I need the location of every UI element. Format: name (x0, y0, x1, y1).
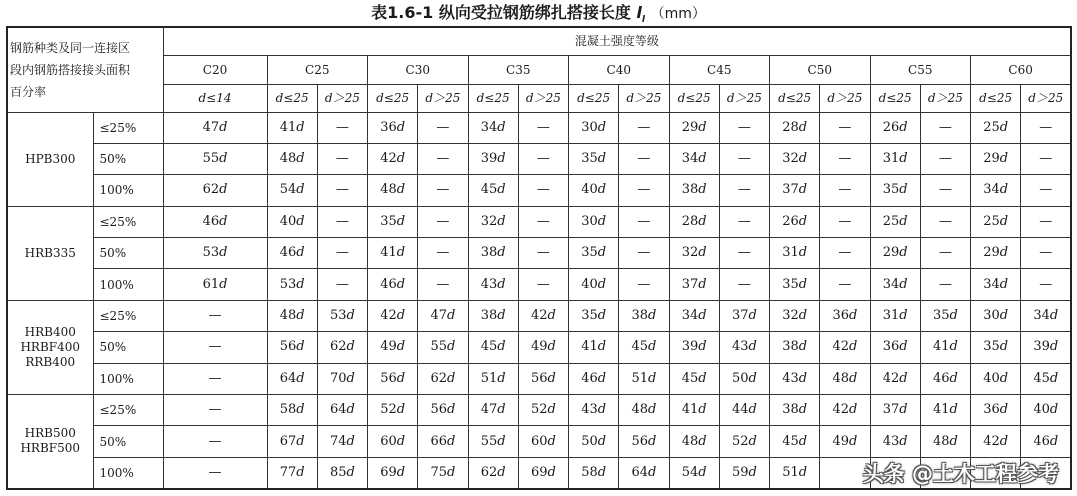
lap-length-cell: 69d (368, 457, 418, 488)
lap-length-cell: — (163, 457, 267, 488)
lap-length-cell: — (719, 112, 769, 143)
lap-length-cell: 42d (971, 426, 1021, 457)
lap-length-cell: 62d (468, 457, 518, 488)
lap-length-cell: 34d (971, 175, 1021, 206)
rebar-type-label: HRB500 (24, 426, 76, 441)
condition-le-c30: d≤25 (368, 84, 418, 112)
splice-percentage: ≤25% (93, 300, 163, 331)
table-row (7, 332, 1071, 363)
lap-length-cell: 43d (468, 269, 518, 300)
lap-length-cell: 34d (1021, 300, 1072, 331)
lap-length-cell: — (418, 112, 468, 143)
lap-length-cell: 49d (820, 426, 870, 457)
lap-length-cell: 49d (518, 332, 568, 363)
diameter-condition-row (7, 84, 1071, 112)
condition-gt-c50: d＞25 (820, 84, 870, 112)
condition-gt-c45: d＞25 (719, 84, 769, 112)
lap-length-cell: — (1021, 269, 1072, 300)
table-row (7, 300, 1071, 331)
rebar-type-cell (7, 206, 93, 300)
condition-gt-c25: d＞25 (317, 84, 367, 112)
lap-length-cell: 34d (669, 300, 719, 331)
lap-length-cell: — (418, 175, 468, 206)
lap-length-cell: 30d (971, 300, 1021, 331)
condition-gt-c55: d＞25 (920, 84, 970, 112)
lap-length-cell: 37d (870, 395, 920, 426)
lap-length-cell: 48d (267, 300, 317, 331)
lap-length-cell: 34d (971, 269, 1021, 300)
lap-length-cell: — (820, 175, 870, 206)
lap-length-cell: 56d (518, 363, 568, 394)
lap-length-cell: 58d (267, 395, 317, 426)
lap-length-cell: — (920, 143, 970, 174)
splice-percentage: ≤25% (93, 206, 163, 237)
lap-length-cell: — (1021, 112, 1072, 143)
lap-length-cell: 40d (971, 363, 1021, 394)
lap-length-cell: 26d (770, 206, 820, 237)
condition-le-c35: d≤25 (468, 84, 518, 112)
lap-length-cell: — (163, 363, 267, 394)
lap-length-cell: 67d (267, 426, 317, 457)
lap-length-cell: 56d (619, 426, 669, 457)
lap-length-cell: 75d (418, 457, 468, 488)
lap-length-cell: 35d (971, 332, 1021, 363)
lap-length-cell: 38d (468, 238, 518, 269)
table-row (7, 395, 1071, 426)
lap-length-cell: — (619, 112, 669, 143)
lap-length-cell: 55d (468, 426, 518, 457)
lap-length-cell: 52d (719, 426, 769, 457)
lap-length-cell: 45d (468, 332, 518, 363)
lap-length-cell: 60d (368, 426, 418, 457)
title-unit: （mm） (650, 6, 706, 22)
lap-length-cell: — (418, 238, 468, 269)
lap-length-table (6, 26, 1072, 490)
lap-length-cell: — (163, 426, 267, 457)
header-row-1 (7, 27, 1071, 55)
lap-length-cell: 31d (870, 300, 920, 331)
lap-length-cell: — (317, 175, 367, 206)
lap-length-cell: 32d (468, 206, 518, 237)
rebar-type-cell (7, 112, 93, 206)
splice-percentage: 100% (93, 175, 163, 206)
lap-length-cell: 44d (719, 395, 769, 426)
grade-header-c50: C50 (770, 55, 871, 84)
rebar-type-label: HPB300 (25, 151, 76, 166)
lap-length-cell: 42d (820, 332, 870, 363)
lap-length-cell: 35d (569, 300, 619, 331)
lap-length-cell: 41d (368, 238, 418, 269)
lap-length-cell: 51d (770, 457, 820, 488)
rebar-type-cell (7, 395, 93, 489)
grade-row (7, 55, 1071, 84)
lap-length-cell: 28d (669, 206, 719, 237)
lap-length-cell: 41d (569, 332, 619, 363)
lap-length-cell: — (820, 143, 870, 174)
table-row (7, 269, 1071, 300)
lap-length-cell: 40d (1021, 395, 1072, 426)
lap-length-cell: — (163, 332, 267, 363)
grade-header-c20: C20 (163, 55, 267, 84)
lap-length-cell: 48d (619, 395, 669, 426)
lap-length-cell: 30d (569, 206, 619, 237)
lap-length-cell: 36d (971, 395, 1021, 426)
lap-length-cell: 37d (770, 175, 820, 206)
splice-percentage: 100% (93, 457, 163, 488)
lap-length-cell: — (619, 206, 669, 237)
lap-length-cell: 59d (719, 457, 769, 488)
condition-le-c60: d≤25 (971, 84, 1021, 112)
lap-length-cell: 47d (468, 395, 518, 426)
lap-length-cell: 56d (267, 332, 317, 363)
lap-length-cell: — (317, 238, 367, 269)
lap-length-cell: — (719, 143, 769, 174)
lap-length-cell: 36d (870, 332, 920, 363)
lap-length-cell: 45d (468, 175, 518, 206)
splice-percentage: 50% (93, 426, 163, 457)
lap-length-cell: 46d (920, 363, 970, 394)
concrete-grade-header: 混凝土强度等级 (163, 27, 1071, 55)
table-row (7, 238, 1071, 269)
lap-length-cell: 46d (267, 238, 317, 269)
lap-length-cell: — (1021, 206, 1072, 237)
lap-length-cell: 55d (418, 332, 468, 363)
condition-gt-c40: d＞25 (619, 84, 669, 112)
condition-le-c45: d≤25 (669, 84, 719, 112)
lap-length-cell: 46d (368, 269, 418, 300)
lap-length-cell: 29d (870, 238, 920, 269)
lap-length-cell: 38d (770, 332, 820, 363)
lap-length-cell: 64d (267, 363, 317, 394)
lap-length-cell: 50d (719, 363, 769, 394)
lap-length-cell: 35d (770, 269, 820, 300)
splice-percentage: 50% (93, 238, 163, 269)
lap-length-cell: 61d (163, 269, 267, 300)
lap-length-cell: 46d (1021, 426, 1072, 457)
lap-length-cell: — (920, 269, 970, 300)
grade-header-c30: C30 (368, 55, 469, 84)
grade-header-c35: C35 (468, 55, 569, 84)
lap-length-cell: 54d (267, 175, 317, 206)
rebar-type-label: HRBF500 (20, 441, 81, 456)
lap-length-cell: — (418, 269, 468, 300)
lap-length-cell: 25d (870, 206, 920, 237)
lap-length-cell: 48d (267, 143, 317, 174)
lap-length-cell: 34d (468, 112, 518, 143)
lap-length-cell: — (1021, 175, 1072, 206)
lap-length-cell: — (418, 206, 468, 237)
condition-le-c55: d≤25 (870, 84, 920, 112)
lap-length-cell: 62d (418, 363, 468, 394)
lap-length-cell: 41d (920, 395, 970, 426)
lap-length-cell: 38d (619, 300, 669, 331)
lap-length-cell: 64d (317, 395, 367, 426)
lap-length-cell: 38d (669, 175, 719, 206)
lap-length-cell: 35d (569, 143, 619, 174)
lap-length-cell: 48d (820, 363, 870, 394)
table-row (7, 206, 1071, 237)
lap-length-cell: 42d (368, 143, 418, 174)
condition-le-c50: d≤25 (770, 84, 820, 112)
splice-percentage: 50% (93, 143, 163, 174)
lap-length-cell: 48d (368, 175, 418, 206)
lap-length-cell: — (317, 143, 367, 174)
lap-length-cell: 41d (669, 395, 719, 426)
lap-length-cell: 51d (619, 363, 669, 394)
lap-length-cell: 34d (669, 143, 719, 174)
splice-percentage: 100% (93, 363, 163, 394)
lap-length-cell: 53d (317, 300, 367, 331)
lap-length-cell: — (1021, 143, 1072, 174)
rebar-type-label: HRB335 (24, 245, 76, 260)
lap-length-cell: — (518, 175, 568, 206)
lap-length-cell: 32d (669, 238, 719, 269)
lap-length-cell: 35d (569, 238, 619, 269)
lap-length-cell: — (1021, 238, 1072, 269)
condition-le-c40: d≤25 (569, 84, 619, 112)
lap-length-cell: 42d (368, 300, 418, 331)
grade-header-c25: C25 (267, 55, 368, 84)
lap-length-cell: — (518, 206, 568, 237)
lap-length-cell: 37d (719, 300, 769, 331)
lap-length-cell: 47d (163, 112, 267, 143)
lap-length-cell: 49d (368, 332, 418, 363)
splice-percentage: ≤25% (93, 112, 163, 143)
lap-length-cell: 54d (669, 457, 719, 488)
lap-length-cell: 45d (770, 426, 820, 457)
lap-length-cell: 32d (770, 143, 820, 174)
lap-length-cell: — (518, 269, 568, 300)
lap-length-cell: 40d (267, 206, 317, 237)
rebar-type-label: RRB400 (25, 354, 76, 369)
lap-length-cell: 26d (870, 112, 920, 143)
lap-length-cell: 25d (971, 206, 1021, 237)
lap-length-cell: 77d (267, 457, 317, 488)
lap-length-cell: — (820, 206, 870, 237)
lap-length-cell: 69d (518, 457, 568, 488)
lap-length-cell: — (719, 269, 769, 300)
lap-length-cell: — (163, 395, 267, 426)
condition-c20: d≤14 (163, 84, 267, 112)
lap-length-cell: — (518, 238, 568, 269)
lap-length-cell: 42d (518, 300, 568, 331)
lap-length-cell: 43d (770, 363, 820, 394)
lap-length-cell: 45d (669, 363, 719, 394)
lap-length-cell: 48d (669, 426, 719, 457)
lap-length-cell: 62d (163, 175, 267, 206)
lap-length-cell: 53d (163, 238, 267, 269)
lap-length-cell: 40d (569, 175, 619, 206)
lap-length-cell: 45d (619, 332, 669, 363)
lap-length-cell: 36d (368, 112, 418, 143)
rebar-type-label: HRBF400 (20, 339, 81, 354)
lap-length-cell: 55d (163, 143, 267, 174)
lap-length-cell: — (920, 238, 970, 269)
condition-gt-c35: d＞25 (518, 84, 568, 112)
lap-length-cell: — (820, 269, 870, 300)
condition-gt-c30: d＞25 (418, 84, 468, 112)
lap-length-cell: — (920, 175, 970, 206)
lap-length-cell: 70d (317, 363, 367, 394)
lap-length-cell: 29d (971, 238, 1021, 269)
lap-length-cell: 50d (569, 426, 619, 457)
lap-length-cell: 74d (317, 426, 367, 457)
lap-length-cell: 29d (971, 143, 1021, 174)
lap-length-cell: 85d (317, 457, 367, 488)
lap-length-cell: — (820, 112, 870, 143)
lap-length-cell: 51d (468, 363, 518, 394)
table-row (7, 112, 1071, 143)
lap-length-cell: 64d (619, 457, 669, 488)
lap-length-cell: — (317, 206, 367, 237)
lap-length-cell: 31d (770, 238, 820, 269)
lap-length-cell: — (820, 238, 870, 269)
lap-length-cell: 35d (368, 206, 418, 237)
lap-length-cell: — (518, 112, 568, 143)
grade-header-c60: C60 (971, 55, 1072, 84)
lap-length-cell: — (619, 238, 669, 269)
lap-length-cell: — (619, 143, 669, 174)
lap-length-cell: 38d (468, 300, 518, 331)
rebar-type-label: HRB400 (24, 324, 76, 339)
lap-length-cell: 60d (518, 426, 568, 457)
lap-length-cell: 66d (418, 426, 468, 457)
lap-length-cell: — (619, 269, 669, 300)
splice-percentage: 50% (93, 332, 163, 363)
lap-length-cell: 43d (870, 426, 920, 457)
condition-le-c25: d≤25 (267, 84, 317, 112)
watermark: 头条 @土木工程参考 (862, 462, 1059, 486)
lap-length-cell: 47d (418, 300, 468, 331)
lap-length-cell: 36d (820, 300, 870, 331)
lap-length-cell: 39d (1021, 332, 1072, 363)
lap-length-cell: 46d (569, 363, 619, 394)
lap-length-cell: 25d (971, 112, 1021, 143)
grade-header-c40: C40 (569, 55, 670, 84)
condition-gt-c60: d＞25 (1021, 84, 1072, 112)
lap-length-cell: 35d (870, 175, 920, 206)
lap-length-cell: — (920, 112, 970, 143)
lap-length-cell: — (920, 206, 970, 237)
rebar-type-cell (7, 300, 93, 394)
lap-length-cell: 41d (267, 112, 317, 143)
table-row (7, 363, 1071, 394)
lap-length-cell: 53d (267, 269, 317, 300)
lap-length-cell: 52d (518, 395, 568, 426)
lap-length-cell: 29d (669, 112, 719, 143)
table-row (7, 175, 1071, 206)
lap-length-cell: — (719, 175, 769, 206)
table-row (7, 426, 1071, 457)
lap-length-cell: 46d (163, 206, 267, 237)
lap-length-cell: 56d (368, 363, 418, 394)
lap-length-cell: 34d (870, 269, 920, 300)
lap-length-cell: 39d (669, 332, 719, 363)
table-title-text: 表1.6-1 纵向受拉钢筋绑扎搭接长度 (371, 3, 631, 22)
title-symbol: $l_l$ (636, 3, 645, 26)
lap-length-cell: 28d (770, 112, 820, 143)
lap-length-cell: 30d (569, 112, 619, 143)
grade-header-c55: C55 (870, 55, 971, 84)
lap-length-cell: — (317, 269, 367, 300)
lap-length-cell: 45d (1021, 363, 1072, 394)
lap-length-cell: 40d (569, 269, 619, 300)
lap-length-cell: 32d (770, 300, 820, 331)
lap-length-cell: 62d (317, 332, 367, 363)
lap-length-cell: 43d (569, 395, 619, 426)
lap-length-cell: 42d (870, 363, 920, 394)
lap-length-cell: 48d (920, 426, 970, 457)
grade-header-c45: C45 (669, 55, 770, 84)
lap-length-cell: 41d (920, 332, 970, 363)
lap-length-cell: 39d (468, 143, 518, 174)
lap-length-cell: — (719, 206, 769, 237)
lap-length-cell: — (317, 112, 367, 143)
lap-length-cell: 31d (870, 143, 920, 174)
lap-length-cell: 37d (669, 269, 719, 300)
splice-percentage: 100% (93, 269, 163, 300)
lap-length-cell: 42d (820, 395, 870, 426)
lap-length-cell: 52d (368, 395, 418, 426)
table-row (7, 143, 1071, 174)
lap-length-cell: — (719, 238, 769, 269)
lap-length-cell: — (619, 175, 669, 206)
lap-length-cell: 56d (418, 395, 468, 426)
splice-percentage: ≤25% (93, 395, 163, 426)
lap-length-cell: — (518, 143, 568, 174)
lap-length-cell: 35d (920, 300, 970, 331)
lap-length-cell: — (418, 143, 468, 174)
corner-header: 钢筋种类及同一连接区 段内钢筋搭接接头面积 百分率 (7, 27, 163, 112)
lap-length-cell: 38d (770, 395, 820, 426)
lap-length-cell: — (163, 300, 267, 331)
lap-length-cell: 58d (569, 457, 619, 488)
lap-length-cell: 43d (719, 332, 769, 363)
